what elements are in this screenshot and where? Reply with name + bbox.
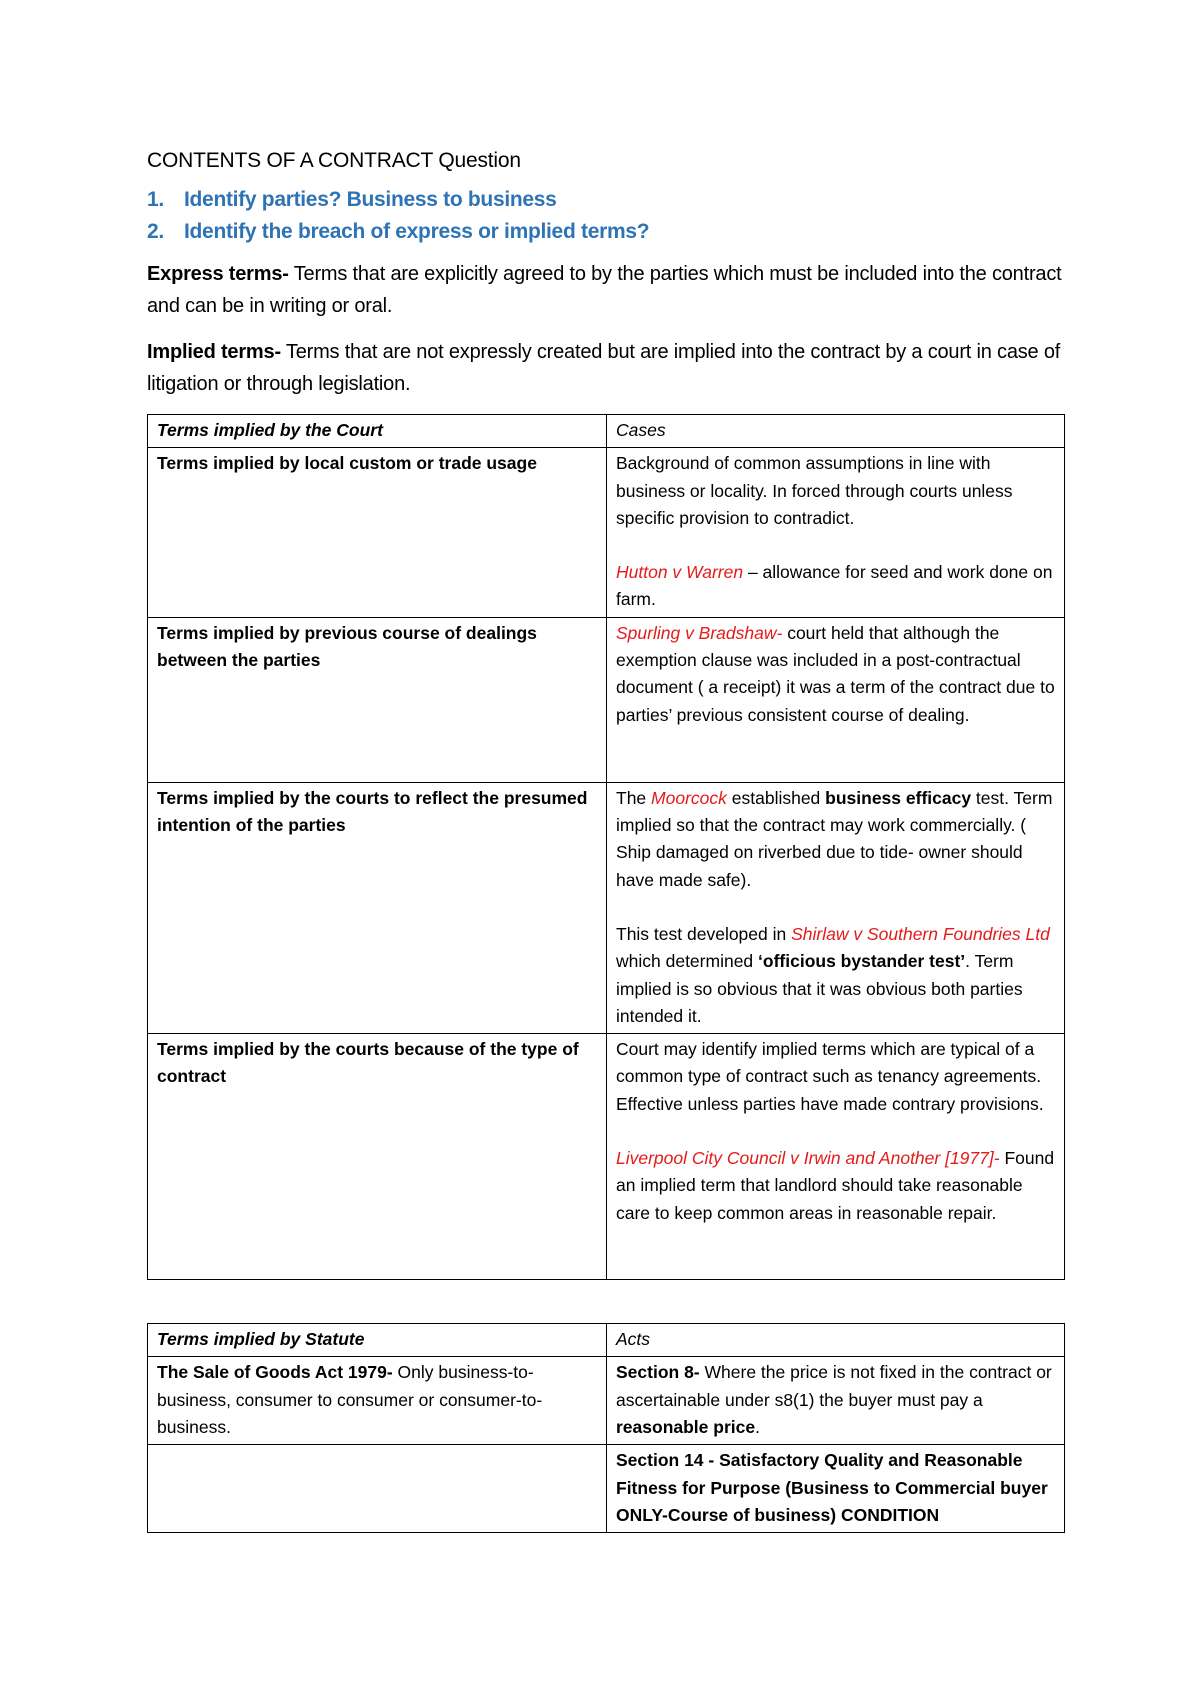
table-row [148, 617, 1065, 782]
row-cases: Court may identify implied terms which are typical of a common type of contract such as tenancy agreements. Effective unless parties have made contrary provisions. Liverpool City Council v Irwin and Another [1977]- Found an implied term that landlord should take reasonable care to keep common areas in reasonable repair. [607, 1034, 1065, 1280]
express-terms-label: Express terms- [147, 263, 289, 285]
row-label: Terms implied by local custom or trade usage [148, 448, 607, 617]
table-row [148, 782, 1065, 1033]
table-row [148, 1034, 1065, 1280]
table-header-row [148, 1324, 1065, 1357]
court-implied-terms-table [147, 414, 1065, 1280]
row-cases: Background of common assumptions in line with business or locality. In forced through courts unless specific provision to contradict. Hutton v Warren – allowance for seed and work done on farm. [607, 448, 1065, 617]
list-item: 2. Identify the breach of express or implied terms? [147, 220, 650, 243]
case-name: Moorcock [651, 787, 727, 808]
implied-terms-label: Implied terms- [147, 341, 281, 363]
list-item: 1. Identify parties? Business to business [147, 188, 557, 211]
section-cell: Section 8- Where the price is not fixed in the contract or ascertainable under s8(1) the buyer must pay a reasonable price. [607, 1357, 1065, 1445]
column-header: Cases [607, 415, 1065, 448]
row-cases: The Moorcock established business efficacy test. Term implied so that the contract may work commercially. ( Ship damaged on riverbed due to tide- owner should have made safe). This test developed in Shirlaw v Southern Foundries Ltd which determined ‘officious bystander test’. Term implied is so obvious that it was obvious both parties intended it. [607, 782, 1065, 1033]
column-header: Acts [607, 1324, 1065, 1357]
table-row [148, 1445, 1065, 1533]
case-name: Liverpool City Council v Irwin and Another [1977]- [616, 1148, 1000, 1169]
question-list [147, 184, 1064, 248]
row-label: Terms implied by the courts to reflect the presumed intention of the parties [148, 782, 607, 1033]
row-cases: Spurling v Bradshaw- court held that although the exemption clause was included in a post-contractual document ( a receipt) it was a term of the contract due to parties’ previous consistent course of dealing. [607, 617, 1065, 782]
document-body [147, 146, 1064, 1533]
act-cell: The Sale of Goods Act 1979- Only business-to-business, consumer to consumer or consumer-to-business. [148, 1357, 607, 1445]
express-terms-paragraph: Express terms- Terms that are explicitly agreed to by the parties which must be included into the contract and can be in writing or oral. [147, 263, 1062, 317]
section-cell: Section 14 - Satisfactory Quality and Reasonable Fitness for Purpose (Business to Commercial buyer ONLY-Course of business) CONDITION [607, 1445, 1065, 1533]
page-title: CONTENTS OF A CONTRACT Question [147, 149, 521, 172]
case-name: Spurling v Bradshaw- [616, 622, 783, 643]
statute-implied-terms-table [147, 1323, 1065, 1533]
row-label: Terms implied by the courts because of the type of contract [148, 1034, 607, 1280]
table-header-row [148, 415, 1065, 448]
case-name: Hutton v Warren [616, 562, 744, 583]
table-row [148, 1357, 1065, 1445]
column-header: Terms implied by the Court [148, 415, 607, 448]
row-label: Terms implied by previous course of dealings between the parties [148, 617, 607, 782]
column-header: Terms implied by Statute [148, 1324, 607, 1357]
case-name: Shirlaw v Southern Foundries Ltd [791, 923, 1050, 944]
implied-terms-paragraph: Implied terms- Terms that are not expressly created but are implied into the contract by a court in case of litigation or through legislation. [147, 341, 1061, 395]
table-row [148, 448, 1065, 617]
act-cell [148, 1445, 607, 1533]
